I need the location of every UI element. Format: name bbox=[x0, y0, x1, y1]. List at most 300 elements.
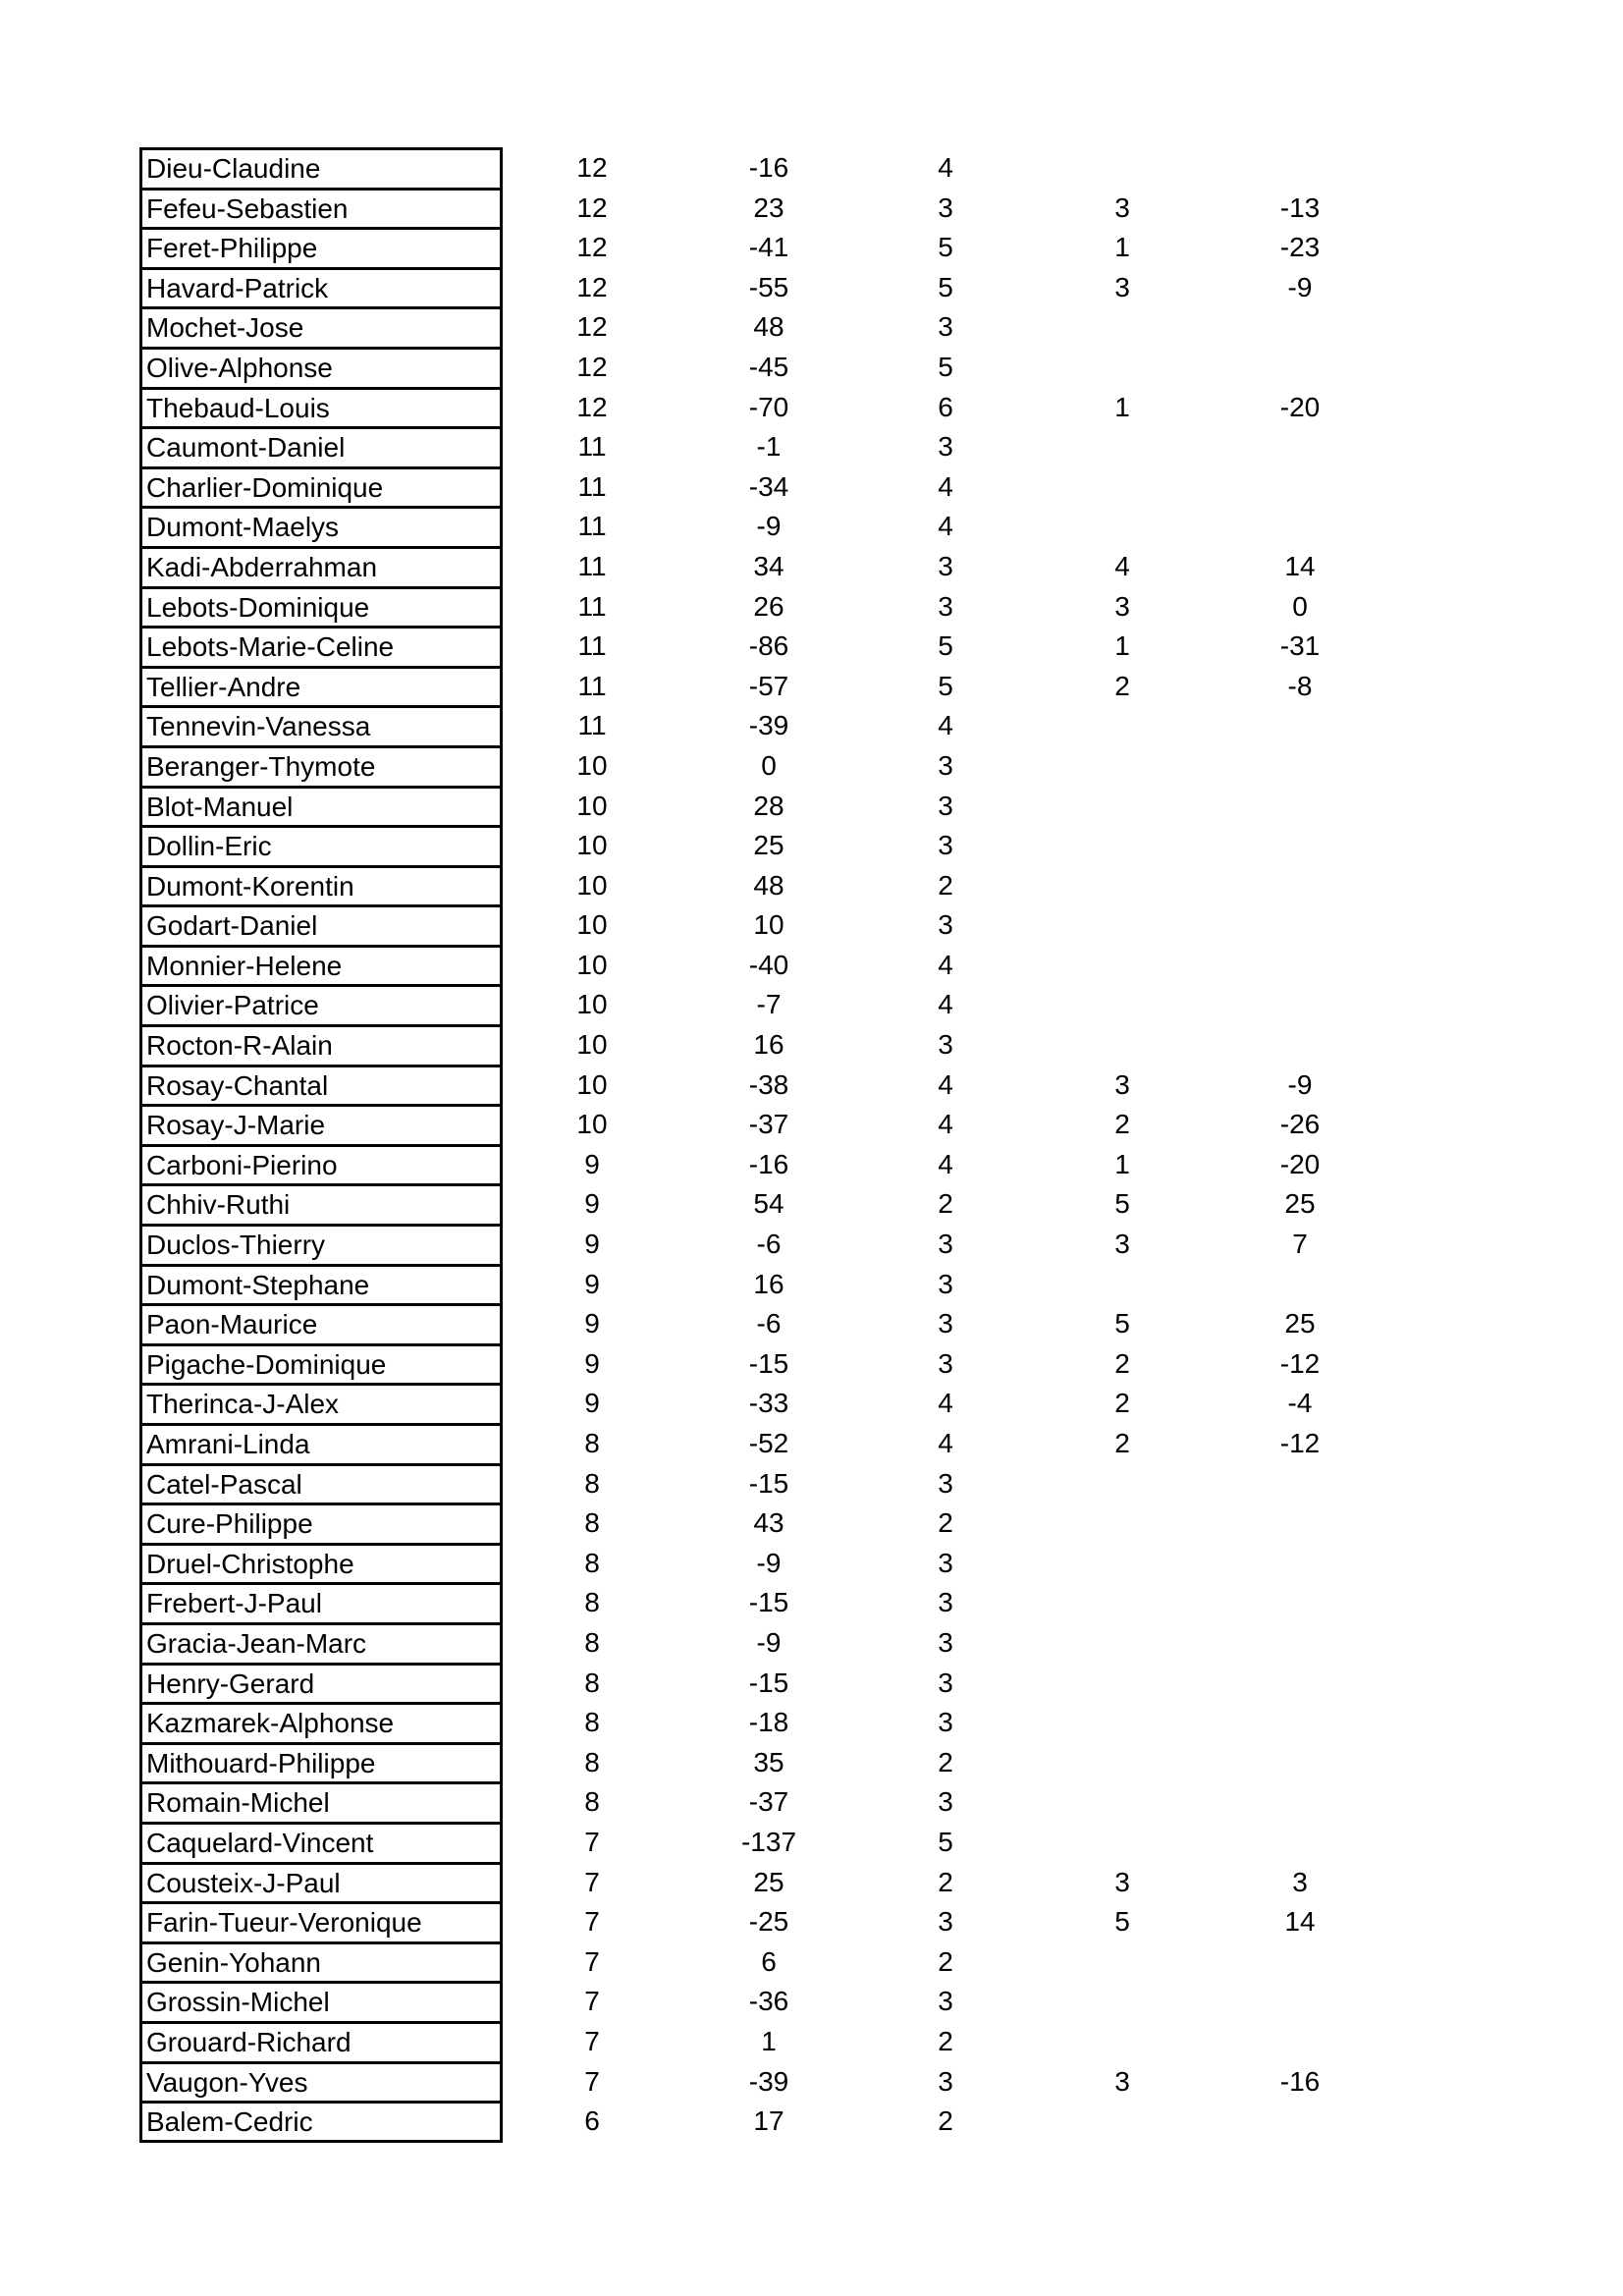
value-cell-col1: 9 bbox=[584, 1388, 600, 1419]
value-cell-col1: 10 bbox=[576, 830, 608, 861]
value-cell-col2: -34 bbox=[748, 470, 789, 502]
table-row bbox=[0, 1582, 1623, 1622]
value-cell-col2: -25 bbox=[748, 1906, 789, 1938]
table-row bbox=[0, 1941, 1623, 1982]
value-cell-col2: 1 bbox=[761, 2025, 777, 2056]
player-name-cell: Beranger-Thymote bbox=[139, 745, 503, 786]
value-cell-col1: 9 bbox=[584, 1308, 600, 1339]
value-cell-col3: 3 bbox=[938, 830, 953, 861]
value-cell-col5: -4 bbox=[1287, 1388, 1313, 1419]
value-cell-col4: 5 bbox=[1114, 1188, 1130, 1220]
value-cell-col4 bbox=[1063, 1622, 1181, 1663]
value-cell-col1: 10 bbox=[576, 749, 608, 781]
value-cell-col2: -37 bbox=[748, 1786, 789, 1818]
value-cell-col4: 1 bbox=[1114, 391, 1130, 422]
player-name-cell: Pigache-Dominique bbox=[139, 1343, 503, 1384]
value-cell-col5 bbox=[1241, 1742, 1359, 1782]
value-cell-col4 bbox=[1063, 1582, 1181, 1622]
value-cell-col2: -15 bbox=[748, 1347, 789, 1379]
table-row bbox=[0, 546, 1623, 586]
value-cell-col2: -9 bbox=[756, 1547, 782, 1578]
player-name-cell: Rosay-Chantal bbox=[139, 1065, 503, 1105]
value-cell-col5 bbox=[1241, 1622, 1359, 1663]
value-cell-col4: 3 bbox=[1114, 1229, 1130, 1260]
value-cell-col3: 3 bbox=[938, 1986, 953, 2017]
value-cell-col2: -137 bbox=[740, 1826, 797, 1857]
value-cell-col2: 48 bbox=[753, 869, 784, 901]
value-cell-col3: 3 bbox=[938, 1268, 953, 1299]
player-name-cell: Chhiv-Ruthi bbox=[139, 1183, 503, 1224]
value-cell-col3: 3 bbox=[938, 1029, 953, 1061]
table-row bbox=[0, 626, 1623, 666]
value-cell-col5: -12 bbox=[1279, 1347, 1321, 1379]
value-cell-col3: 5 bbox=[938, 1826, 953, 1857]
table-row bbox=[0, 865, 1623, 905]
value-cell-col1: 11 bbox=[577, 550, 607, 581]
value-cell-col5: 25 bbox=[1284, 1308, 1316, 1339]
value-cell-col5 bbox=[1241, 347, 1359, 387]
player-name-cell: Cousteix-J-Paul bbox=[139, 1862, 503, 1902]
table-row bbox=[0, 1742, 1623, 1782]
value-cell-col3: 3 bbox=[938, 909, 953, 941]
value-cell-col4: 1 bbox=[1114, 630, 1130, 662]
value-cell-col4: 3 bbox=[1114, 1068, 1130, 1100]
player-name-cell: Kazmarek-Alphonse bbox=[139, 1702, 503, 1742]
value-cell-col3: 4 bbox=[938, 989, 953, 1020]
value-cell-col2: -41 bbox=[748, 232, 789, 263]
value-cell-col3: 4 bbox=[938, 1109, 953, 1140]
value-cell-col1: 8 bbox=[584, 1467, 600, 1499]
value-cell-col1: 7 bbox=[584, 2065, 600, 2097]
table-row bbox=[0, 1702, 1623, 1742]
table-row bbox=[0, 1901, 1623, 1941]
table-row bbox=[0, 1183, 1623, 1224]
player-name-cell: Druel-Christophe bbox=[139, 1543, 503, 1583]
value-cell-col1: 10 bbox=[576, 790, 608, 821]
value-cell-col5: -16 bbox=[1279, 2065, 1321, 2097]
value-cell-col4 bbox=[1063, 1781, 1181, 1822]
value-cell-col2: -6 bbox=[756, 1308, 782, 1339]
value-cell-col5 bbox=[1241, 1582, 1359, 1622]
value-cell-col1: 8 bbox=[584, 1587, 600, 1618]
value-cell-col4: 3 bbox=[1114, 1866, 1130, 1897]
value-cell-col1: 10 bbox=[576, 989, 608, 1020]
value-cell-col5: -13 bbox=[1279, 191, 1321, 223]
table-row bbox=[0, 466, 1623, 507]
value-cell-col4 bbox=[1063, 2101, 1181, 2141]
value-cell-col2: -55 bbox=[748, 271, 789, 302]
value-cell-col2: -39 bbox=[748, 710, 789, 741]
value-cell-col2: -16 bbox=[748, 152, 789, 183]
value-cell-col4 bbox=[1063, 945, 1181, 985]
value-cell-col2: -16 bbox=[748, 1148, 789, 1179]
value-cell-col4 bbox=[1063, 745, 1181, 786]
value-cell-col5 bbox=[1241, 1702, 1359, 1742]
value-cell-col4: 1 bbox=[1114, 232, 1130, 263]
value-cell-col1: 10 bbox=[576, 1029, 608, 1061]
value-cell-col2: 25 bbox=[753, 1866, 784, 1897]
player-name-cell: Duclos-Thierry bbox=[139, 1224, 503, 1264]
value-cell-col2: -39 bbox=[748, 2065, 789, 2097]
table-row bbox=[0, 1065, 1623, 1105]
table-row bbox=[0, 306, 1623, 347]
value-cell-col4 bbox=[1063, 1742, 1181, 1782]
value-cell-col4: 1 bbox=[1114, 1148, 1130, 1179]
value-cell-col2: -9 bbox=[756, 1626, 782, 1658]
table-row bbox=[0, 786, 1623, 826]
value-cell-col4: 2 bbox=[1114, 1109, 1130, 1140]
player-name-cell: Thebaud-Louis bbox=[139, 387, 503, 427]
value-cell-col5: -9 bbox=[1287, 271, 1313, 302]
value-cell-col5: -8 bbox=[1287, 670, 1313, 701]
value-cell-col1: 8 bbox=[584, 1667, 600, 1698]
player-name-cell: Cure-Philippe bbox=[139, 1503, 503, 1543]
value-cell-col1: 8 bbox=[584, 1428, 600, 1458]
value-cell-col5 bbox=[1241, 705, 1359, 745]
player-name-cell: Paon-Maurice bbox=[139, 1303, 503, 1343]
value-cell-col5 bbox=[1241, 984, 1359, 1024]
value-cell-col1: 7 bbox=[584, 1906, 600, 1938]
value-cell-col2: -52 bbox=[748, 1428, 789, 1458]
value-cell-col2: -40 bbox=[748, 949, 789, 980]
value-cell-col1: 8 bbox=[584, 1786, 600, 1818]
value-cell-col1: 11 bbox=[577, 710, 607, 741]
value-cell-col4 bbox=[1063, 705, 1181, 745]
player-name-cell: Kadi-Abderrahman bbox=[139, 546, 503, 586]
value-cell-col1: 12 bbox=[576, 311, 608, 343]
player-name-cell: Gracia-Jean-Marc bbox=[139, 1622, 503, 1663]
value-cell-col1: 7 bbox=[584, 2025, 600, 2056]
value-cell-col3: 3 bbox=[938, 1906, 953, 1938]
value-cell-col4: 3 bbox=[1114, 271, 1130, 302]
table-row bbox=[0, 705, 1623, 745]
value-cell-col3: 3 bbox=[938, 1626, 953, 1658]
value-cell-col1: 9 bbox=[584, 1268, 600, 1299]
player-name-cell: Frebert-J-Paul bbox=[139, 1582, 503, 1622]
value-cell-col2: -36 bbox=[748, 1986, 789, 2017]
value-cell-col1: 7 bbox=[584, 1986, 600, 2017]
player-name-cell: Grossin-Michel bbox=[139, 1981, 503, 2021]
value-cell-col3: 5 bbox=[938, 232, 953, 263]
value-cell-col5: -23 bbox=[1279, 232, 1321, 263]
value-cell-col4: 4 bbox=[1114, 550, 1130, 581]
table-row bbox=[0, 426, 1623, 466]
value-cell-col3: 3 bbox=[938, 1587, 953, 1618]
table-row bbox=[0, 945, 1623, 985]
value-cell-col5 bbox=[1241, 1941, 1359, 1982]
value-cell-col4 bbox=[1063, 1702, 1181, 1742]
value-cell-col4 bbox=[1063, 506, 1181, 546]
value-cell-col1: 10 bbox=[576, 949, 608, 980]
player-name-cell: Godart-Daniel bbox=[139, 904, 503, 945]
player-name-cell: Therinca-J-Alex bbox=[139, 1383, 503, 1423]
value-cell-col3: 4 bbox=[938, 949, 953, 980]
value-cell-col2: 26 bbox=[753, 590, 784, 622]
value-cell-col1: 10 bbox=[576, 869, 608, 901]
value-cell-col4: 3 bbox=[1114, 191, 1130, 223]
table-row bbox=[0, 147, 1623, 188]
value-cell-col2: 35 bbox=[753, 1746, 784, 1777]
value-cell-col5 bbox=[1241, 1981, 1359, 2021]
table-row bbox=[0, 1343, 1623, 1384]
player-name-cell: Blot-Manuel bbox=[139, 786, 503, 826]
value-cell-col2: -15 bbox=[748, 1467, 789, 1499]
value-cell-col1: 10 bbox=[576, 909, 608, 941]
value-cell-col4 bbox=[1063, 904, 1181, 945]
value-cell-col3: 4 bbox=[938, 470, 953, 502]
value-cell-col2: -9 bbox=[756, 511, 782, 542]
value-cell-col5: -31 bbox=[1279, 630, 1321, 662]
table-row bbox=[0, 2061, 1623, 2102]
value-cell-col5 bbox=[1241, 426, 1359, 466]
table-row bbox=[0, 506, 1623, 546]
value-cell-col3: 3 bbox=[938, 1547, 953, 1578]
value-cell-col5 bbox=[1241, 1024, 1359, 1065]
value-cell-col5: 25 bbox=[1284, 1188, 1316, 1220]
player-name-cell: Charlier-Dominique bbox=[139, 466, 503, 507]
table-row bbox=[0, 1264, 1623, 1304]
value-cell-col4: 2 bbox=[1114, 1347, 1130, 1379]
value-cell-col3: 5 bbox=[938, 351, 953, 382]
value-cell-col4 bbox=[1063, 1503, 1181, 1543]
player-name-cell: Olive-Alphonse bbox=[139, 347, 503, 387]
value-cell-col4 bbox=[1063, 1264, 1181, 1304]
value-cell-col5: 14 bbox=[1284, 1906, 1316, 1938]
value-cell-col2: -18 bbox=[748, 1707, 789, 1738]
value-cell-col4 bbox=[1063, 306, 1181, 347]
value-cell-col3: 3 bbox=[938, 1229, 953, 1260]
table-row bbox=[0, 227, 1623, 267]
value-cell-col4 bbox=[1063, 1663, 1181, 1703]
table-row bbox=[0, 2101, 1623, 2141]
value-cell-col3: 4 bbox=[938, 710, 953, 741]
table-row bbox=[0, 188, 1623, 228]
value-cell-col5 bbox=[1241, 945, 1359, 985]
value-cell-col2: -15 bbox=[748, 1667, 789, 1698]
value-cell-col1: 12 bbox=[576, 391, 608, 422]
value-cell-col5: -12 bbox=[1279, 1428, 1321, 1458]
value-cell-col1: 8 bbox=[584, 1507, 600, 1539]
player-name-cell: Farin-Tueur-Veronique bbox=[139, 1901, 503, 1941]
value-cell-col2: 10 bbox=[753, 909, 784, 941]
player-name-cell: Amrani-Linda bbox=[139, 1423, 503, 1463]
value-cell-col2: -70 bbox=[748, 391, 789, 422]
value-cell-col1: 8 bbox=[584, 1707, 600, 1738]
table-row bbox=[0, 1822, 1623, 1862]
value-cell-col4: 3 bbox=[1114, 2065, 1130, 2097]
player-name-cell: Catel-Pascal bbox=[139, 1463, 503, 1503]
value-cell-col5 bbox=[1241, 904, 1359, 945]
table-row bbox=[0, 387, 1623, 427]
table-row bbox=[0, 267, 1623, 307]
value-cell-col4: 2 bbox=[1114, 670, 1130, 701]
value-cell-col1: 10 bbox=[576, 1068, 608, 1100]
player-name-cell: Romain-Michel bbox=[139, 1781, 503, 1822]
value-cell-col2: 0 bbox=[761, 749, 777, 781]
value-cell-col2: 17 bbox=[753, 2105, 784, 2137]
player-name-cell: Dieu-Claudine bbox=[139, 147, 503, 188]
value-cell-col2: -1 bbox=[756, 431, 782, 463]
value-cell-col2: -7 bbox=[756, 989, 782, 1020]
value-cell-col5 bbox=[1241, 825, 1359, 865]
player-name-cell: Rosay-J-Marie bbox=[139, 1104, 503, 1144]
value-cell-col5 bbox=[1241, 1503, 1359, 1543]
value-cell-col5: -20 bbox=[1279, 391, 1321, 422]
player-name-cell: Monnier-Helene bbox=[139, 945, 503, 985]
table-row bbox=[0, 1781, 1623, 1822]
value-cell-col5 bbox=[1241, 1781, 1359, 1822]
value-cell-col3: 5 bbox=[938, 271, 953, 302]
value-cell-col3: 2 bbox=[938, 1746, 953, 1777]
table-row bbox=[0, 586, 1623, 627]
player-name-cell: Tellier-Andre bbox=[139, 666, 503, 706]
value-cell-col4: 2 bbox=[1114, 1428, 1130, 1458]
value-cell-col1: 9 bbox=[584, 1188, 600, 1220]
value-cell-col5: -20 bbox=[1279, 1148, 1321, 1179]
table-row bbox=[0, 1303, 1623, 1343]
value-cell-col2: -57 bbox=[748, 670, 789, 701]
value-cell-col4 bbox=[1063, 1543, 1181, 1583]
table-row bbox=[0, 1383, 1623, 1423]
table-row bbox=[0, 1463, 1623, 1503]
value-cell-col3: 3 bbox=[938, 431, 953, 463]
value-cell-col3: 2 bbox=[938, 2025, 953, 2056]
value-cell-col2: 16 bbox=[753, 1029, 784, 1061]
value-cell-col3: 2 bbox=[938, 1188, 953, 1220]
player-name-cell: Grouard-Richard bbox=[139, 2021, 503, 2061]
value-cell-col5: 3 bbox=[1292, 1866, 1308, 1897]
value-cell-col5 bbox=[1241, 2101, 1359, 2141]
value-cell-col3: 4 bbox=[938, 1428, 953, 1458]
table-row bbox=[0, 1543, 1623, 1583]
value-cell-col4 bbox=[1063, 1981, 1181, 2021]
value-cell-col3: 2 bbox=[938, 869, 953, 901]
value-cell-col2: 6 bbox=[761, 1945, 777, 1977]
value-cell-col3: 4 bbox=[938, 511, 953, 542]
table-row bbox=[0, 1024, 1623, 1065]
value-cell-col3: 5 bbox=[938, 670, 953, 701]
value-cell-col1: 11 bbox=[577, 670, 607, 701]
table-row bbox=[0, 1862, 1623, 1902]
value-cell-col1: 8 bbox=[584, 1746, 600, 1777]
value-cell-col1: 12 bbox=[576, 232, 608, 263]
value-cell-col2: -6 bbox=[756, 1229, 782, 1260]
value-cell-col4 bbox=[1063, 786, 1181, 826]
player-name-cell: Balem-Cedric bbox=[139, 2101, 503, 2143]
player-name-cell: Olivier-Patrice bbox=[139, 984, 503, 1024]
value-cell-col1: 11 bbox=[577, 470, 607, 502]
value-cell-col1: 11 bbox=[577, 431, 607, 463]
value-cell-col3: 3 bbox=[938, 1347, 953, 1379]
value-cell-col1: 7 bbox=[584, 1945, 600, 1977]
player-name-cell: Lebots-Marie-Celine bbox=[139, 626, 503, 666]
value-cell-col2: -45 bbox=[748, 351, 789, 382]
player-name-cell: Dollin-Eric bbox=[139, 825, 503, 865]
player-name-cell: Vaugon-Yves bbox=[139, 2061, 503, 2102]
table-row bbox=[0, 1224, 1623, 1264]
player-name-cell: Havard-Patrick bbox=[139, 267, 503, 307]
value-cell-col3: 4 bbox=[938, 1068, 953, 1100]
table-row bbox=[0, 984, 1623, 1024]
player-name-cell: Tennevin-Vanessa bbox=[139, 705, 503, 745]
value-cell-col4 bbox=[1063, 865, 1181, 905]
value-cell-col2: -15 bbox=[748, 1587, 789, 1618]
table-row bbox=[0, 1663, 1623, 1703]
value-cell-col1: 7 bbox=[584, 1866, 600, 1897]
value-cell-col3: 3 bbox=[938, 1308, 953, 1339]
value-cell-col5 bbox=[1241, 1663, 1359, 1703]
value-cell-col3: 4 bbox=[938, 1388, 953, 1419]
value-cell-col2: -38 bbox=[748, 1068, 789, 1100]
value-cell-col5 bbox=[1241, 1822, 1359, 1862]
value-cell-col1: 10 bbox=[576, 1109, 608, 1140]
value-cell-col5 bbox=[1241, 306, 1359, 347]
value-cell-col2: 43 bbox=[753, 1507, 784, 1539]
value-cell-col2: 34 bbox=[753, 550, 784, 581]
value-cell-col3: 3 bbox=[938, 311, 953, 343]
value-cell-col2: 48 bbox=[753, 311, 784, 343]
table-row bbox=[0, 2021, 1623, 2061]
player-name-cell: Lebots-Dominique bbox=[139, 586, 503, 627]
value-cell-col3: 2 bbox=[938, 1945, 953, 1977]
table-row bbox=[0, 1104, 1623, 1144]
value-cell-col1: 12 bbox=[576, 271, 608, 302]
player-name-cell: Genin-Yohann bbox=[139, 1941, 503, 1982]
value-cell-col1: 8 bbox=[584, 1547, 600, 1578]
value-cell-col1: 11 bbox=[577, 511, 607, 542]
player-name-cell: Feret-Philippe bbox=[139, 227, 503, 267]
table-row bbox=[0, 1981, 1623, 2021]
table-row bbox=[0, 1622, 1623, 1663]
value-cell-col1: 12 bbox=[576, 191, 608, 223]
value-cell-col5 bbox=[1241, 1463, 1359, 1503]
value-cell-col5: -26 bbox=[1279, 1109, 1321, 1140]
table-row bbox=[0, 904, 1623, 945]
value-cell-col4 bbox=[1063, 1822, 1181, 1862]
value-cell-col3: 4 bbox=[938, 1148, 953, 1179]
value-cell-col2: -86 bbox=[748, 630, 789, 662]
player-name-cell: Rocton-R-Alain bbox=[139, 1024, 503, 1065]
value-cell-col1: 12 bbox=[576, 152, 608, 183]
value-cell-col2: 16 bbox=[753, 1268, 784, 1299]
player-name-cell: Dumont-Korentin bbox=[139, 865, 503, 905]
value-cell-col2: 25 bbox=[753, 830, 784, 861]
table-row bbox=[0, 666, 1623, 706]
value-cell-col4 bbox=[1063, 1941, 1181, 1982]
results-sheet bbox=[0, 147, 1623, 2141]
value-cell-col4 bbox=[1063, 466, 1181, 507]
player-name-cell: Dumont-Stephane bbox=[139, 1264, 503, 1304]
player-name-cell: Henry-Gerard bbox=[139, 1663, 503, 1703]
value-cell-col5 bbox=[1241, 1543, 1359, 1583]
value-cell-col5 bbox=[1241, 745, 1359, 786]
value-cell-col4 bbox=[1063, 2021, 1181, 2061]
value-cell-col1: 8 bbox=[584, 1626, 600, 1658]
value-cell-col4: 3 bbox=[1114, 590, 1130, 622]
value-cell-col3: 3 bbox=[938, 550, 953, 581]
value-cell-col3: 3 bbox=[938, 191, 953, 223]
value-cell-col3: 3 bbox=[938, 749, 953, 781]
value-cell-col3: 3 bbox=[938, 590, 953, 622]
player-name-cell: Caumont-Daniel bbox=[139, 426, 503, 466]
value-cell-col4 bbox=[1063, 825, 1181, 865]
value-cell-col1: 9 bbox=[584, 1229, 600, 1260]
value-cell-col2: 54 bbox=[753, 1188, 784, 1220]
value-cell-col4 bbox=[1063, 347, 1181, 387]
value-cell-col3: 6 bbox=[938, 391, 953, 422]
value-cell-col3: 2 bbox=[938, 1507, 953, 1539]
value-cell-col5 bbox=[1241, 147, 1359, 188]
